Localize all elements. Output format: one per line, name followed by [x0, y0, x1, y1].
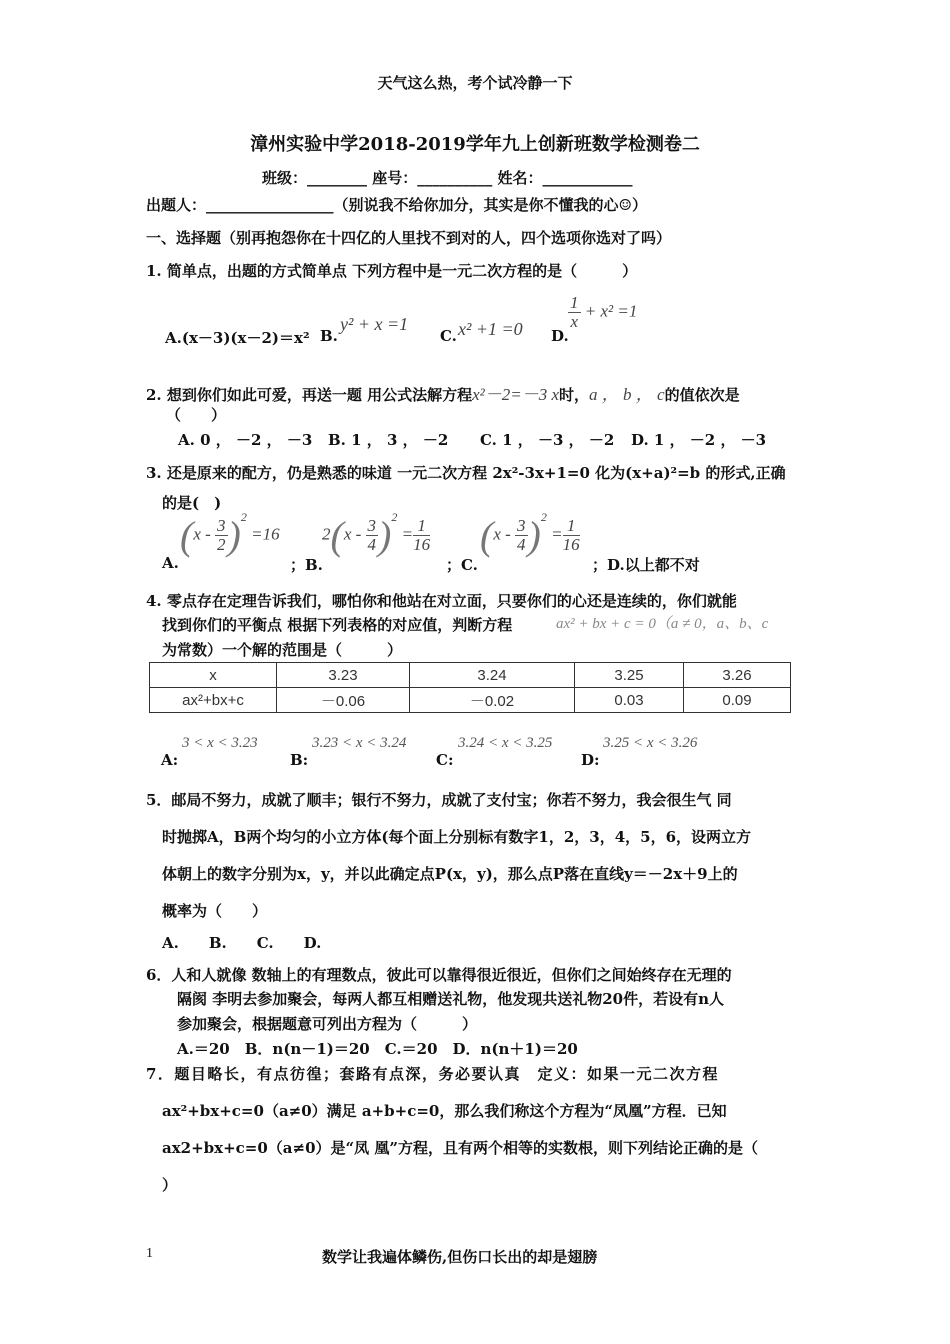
q1-option-c-expr: x² +1 =0 [458, 319, 523, 339]
q2-stem-c: 的值依次是 [664, 386, 740, 404]
q3-a-exp: 2 [240, 509, 247, 524]
table-row [150, 663, 791, 688]
q3-b-num: 3 [367, 516, 377, 535]
q4-option-d-label: D: [581, 751, 600, 769]
q3-option-b-expr: 2(x - $\frac{3}{4}$ )$^2$ = $\frac{1}{16}$ [322, 509, 431, 558]
page-title: 漳州实验中学2018-2019学年九上创新班数学检测卷二 [250, 134, 700, 155]
q2-vars: a ， b ， c [589, 385, 665, 404]
q3-a-den: 2 [217, 535, 226, 554]
q4-option-c-label: C: [436, 751, 454, 769]
values-table [149, 662, 791, 713]
section-title: 一、选择题（别再抱怨你在十四亿的人里找不到对的人，四个选项你选对了吗） [146, 229, 672, 247]
q3-b-exp: 2 [391, 509, 398, 524]
table-cell: 3.24 [410, 663, 575, 688]
q3-stem: 3. 还是原来的配方，仍是熟悉的味道 一元二次方程 2x²-3x+1=0 化为(x+a)²=b 的形式,正确 [146, 464, 786, 482]
q2-option-c: C. 1 ， －3 ， －2 [480, 431, 615, 449]
q4-line-3: 为常数）一个解的范围是（ ） [162, 641, 403, 659]
q3-option-c-label: ；C. [446, 556, 478, 574]
q4-option-c-expr: 3.24 < x < 3.25 [458, 735, 553, 751]
table-cell: －0.02 [410, 688, 575, 713]
q2-equation: x²－2=－3 x [472, 385, 560, 404]
q1-option-d-expr [568, 294, 637, 331]
q3-b-rhs-num: 1 [413, 517, 430, 536]
table-cell: －0.06 [277, 688, 410, 713]
q1-option-c-label: C. [440, 327, 457, 345]
page-header: 天气这么热，考个试冷静一下 [377, 74, 573, 92]
table-cell: x [150, 663, 277, 688]
q4-line-2b: ax² + bx + c = 0（a ≠ 0，a、b、c [556, 616, 769, 632]
q6-line-3: 参加聚会，根据题意可列出方程为（ ） [177, 1015, 478, 1033]
footer-text: 数学让我遍体鳞伤,但伤口长出的却是翅膀 [322, 1248, 598, 1266]
table-cell: ax²+bx+c [150, 688, 277, 713]
q3-option-c-expr: (x - $\frac{3}{4}$ )$^2$ = $\frac{1}{16}$ [480, 509, 580, 558]
q3-b-rhs-den: 16 [413, 535, 431, 554]
table-cell: 3.23 [277, 663, 410, 688]
q1-stem: 1. 简单点，出题的方式简单点 下列方程中是一元二次方程的是（ ） [146, 262, 638, 280]
q7-line-2: ax²+bx+c=0（a≠0）满足 a+b+c=0，那么我们称这个方程为“凤凰”方程．已知 [162, 1102, 727, 1120]
q2-stem-b: 时， [559, 386, 590, 404]
q6-line-1: 6．人和人就像 数轴上的有理数点，彼此可以靠得很近很近，但你们之间始终存在无理的 [146, 966, 732, 984]
q2-option-d: D. 1 ， －2 ， －3 [631, 431, 767, 449]
table-cell: 0.09 [684, 688, 791, 713]
table-cell: 0.03 [575, 688, 684, 713]
q3-a-num: 3 [217, 516, 226, 535]
q4-option-a-expr: 3 < x < 3.23 [182, 735, 258, 751]
q3-c-num: 3 [517, 516, 526, 535]
q3-a-rhs: =16 [251, 524, 280, 544]
q3-stem-2: 的是( ) [162, 494, 222, 512]
q5-line-2: 时抛掷A，B两个均匀的小立方体(每个面上分别标有数字1，2，3，4，5，6，设两立方 [162, 828, 752, 846]
q4-option-b-label: B: [290, 751, 309, 769]
q3-c-rhs-num: 1 [563, 517, 580, 536]
q3-c-den: 4 [517, 535, 526, 554]
q3-b-den: 4 [367, 535, 377, 554]
q5-line-4: 概率为（ ） [162, 902, 268, 920]
q3-b-x: x - [343, 524, 362, 544]
q7-line-3: ax2+bx+c=0（a≠0）是“凤 凰”方程，且有两个相等的实数根，则下列结论正确的是（ [162, 1139, 759, 1157]
q7-line-4: ） [162, 1176, 178, 1194]
q3-b-coef: 2 [322, 524, 331, 544]
q7-line-1: 7．题目略长，有点彷徨；套路有点深，务必要认真 定义：如果一元二次方程 [146, 1065, 719, 1083]
q1-d-rest: + x² =1 [584, 301, 638, 321]
q3-c-rhs-den: 16 [562, 535, 580, 554]
table-row [150, 688, 791, 713]
q2-stem-a: 2. 想到你们如此可爱，再送一题 用公式法解方程 [146, 386, 473, 404]
q4-line-2a: 找到你们的平衡点 根据下列表格的对应值，判断方程 [162, 616, 513, 634]
page-number: 1 [146, 1246, 153, 1261]
q1-option-b-label: B. [320, 327, 338, 345]
q2-option-b: B. 1 ， 3 ， －2 [328, 431, 449, 449]
q1-d-denominator: x [570, 312, 579, 331]
q3-option-b-label: ；B. [290, 556, 323, 574]
q1-d-numerator: 1 [570, 293, 579, 312]
author-line: 出题人：_________________（别说我不给你加分，其实是你不懂我的心☺） [146, 196, 647, 214]
q6-options: A.＝20 B．n(n－1)＝20 C.＝20 D．n(n＋1)＝20 [177, 1040, 578, 1058]
table-cell: 3.26 [684, 663, 791, 688]
q2-paren: （ ） [166, 406, 227, 424]
q3-a-x: x - [193, 524, 211, 544]
info-line: 班级：________ 座号：__________ 姓名：____________ [262, 169, 633, 187]
q6-line-2: 隔阂 李明去参加聚会，每两人都互相赠送礼物，他发现共送礼物20件，若设有n人 [177, 990, 725, 1008]
q5-options: A. B. C. D. [162, 934, 322, 952]
q4-option-d-expr: 3.25 < x < 3.26 [603, 735, 698, 751]
q4-line-1: 4. 零点存在定理告诉我们，哪怕你和他站在对立面，只要你们的心还是连续的，你们就能 [146, 592, 737, 610]
q1-option-b-expr: y² + x =1 [340, 314, 409, 334]
q1-option-a: A.(x－3)(x－2)＝x² [165, 329, 310, 347]
q3-c-exp: 2 [540, 509, 547, 524]
q2-stem [146, 380, 740, 405]
q2-option-a: A. 0 ， －2 ， －3 [178, 431, 313, 449]
q4-option-a-label: A: [161, 751, 179, 769]
q4-option-b-expr: 3.23 < x < 3.24 [312, 735, 407, 751]
q3-option-d: ；D.以上都不对 [592, 556, 700, 574]
q1-option-d-label: D. [551, 327, 569, 345]
table-cell: 3.25 [575, 663, 684, 688]
q5-line-3: 体朝上的数字分别为x，y，并以此确定点P(x，y)，那么点P落在直线y＝－2x＋9上的 [162, 865, 738, 883]
q3-c-x: x - [493, 524, 511, 544]
q5-line-1: 5．邮局不努力，成就了顺丰；银行不努力，成就了支付宝；你若不努力，我会很生气 同 [146, 791, 732, 809]
q3-option-a-label: A. [162, 554, 179, 572]
q3-option-a-expr: (x - $\frac{3}{2}$ )$^2$ =16 [180, 509, 280, 558]
